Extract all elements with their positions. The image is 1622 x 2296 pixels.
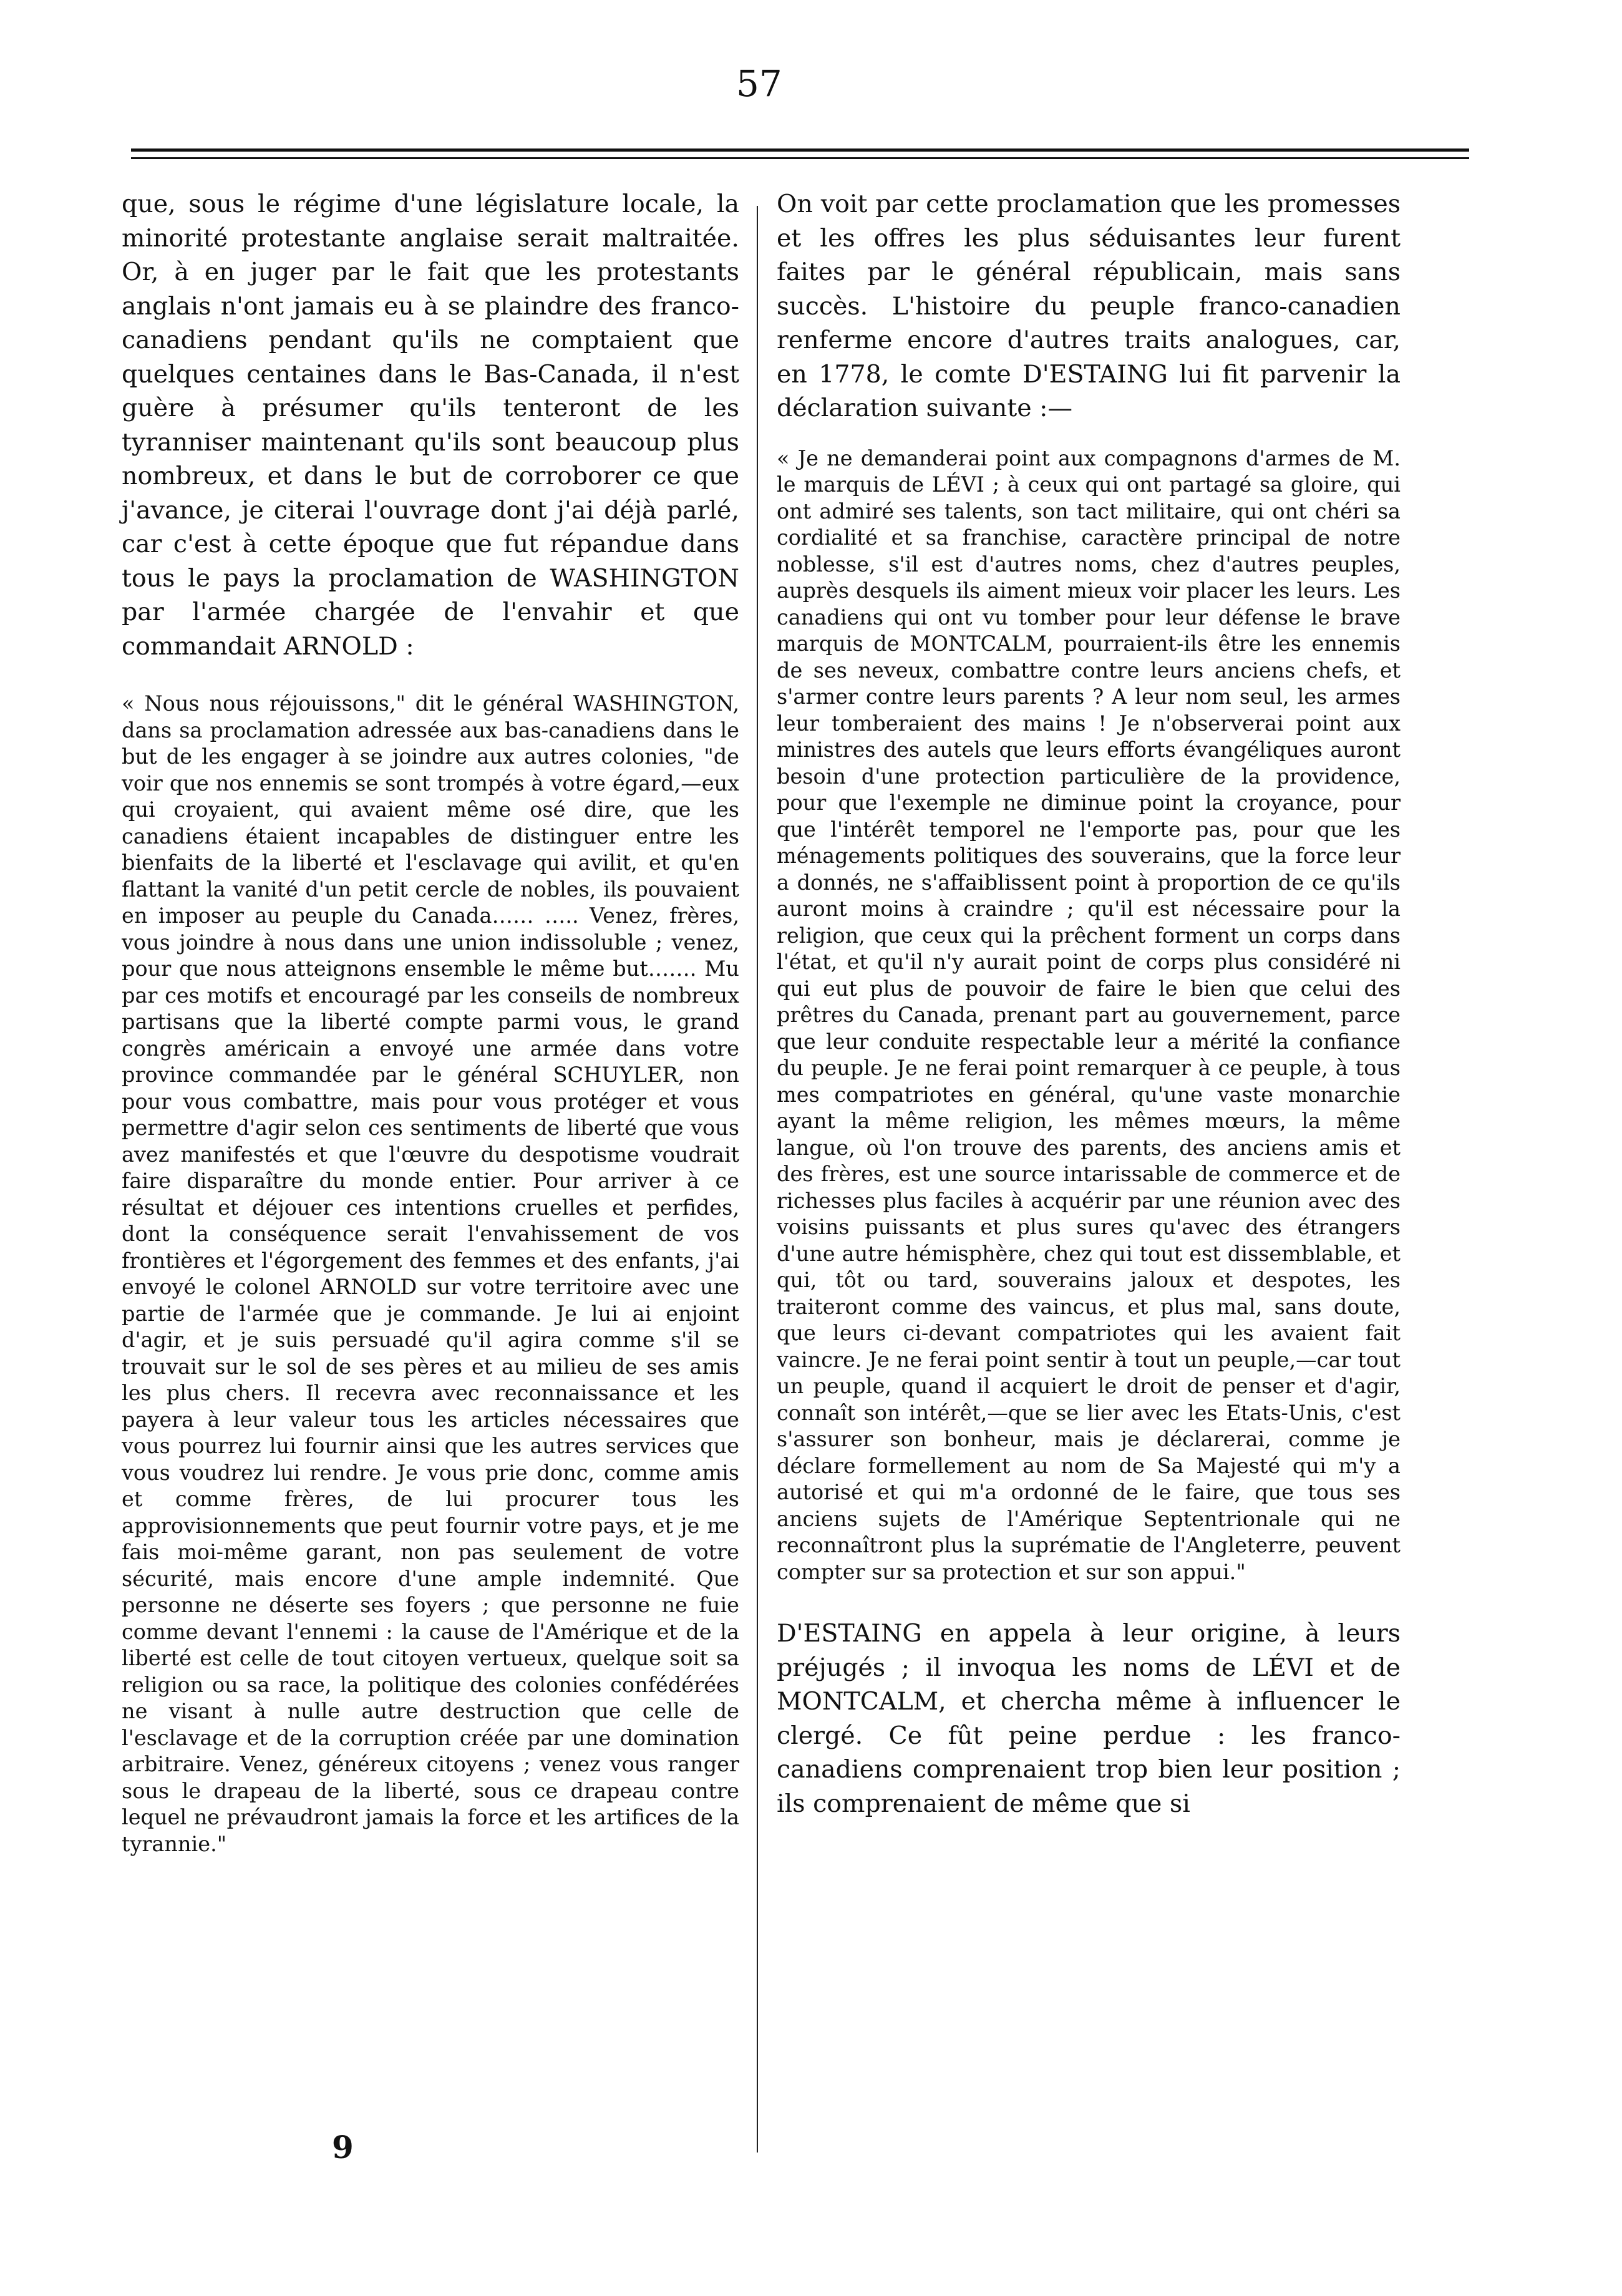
page-number: 57 bbox=[736, 62, 782, 105]
washington-proclamation-quote: « Nous nous réjouissons," dit le général WASHINGTON, dans sa proclamation adressée aux bas-canadiens dans le but de les engager à se joindre aux autres colonies, "de voir que nos ennemis se sont trompés à votre égard,—eux qui croyaient, qui avaient même osé dire, que les canadiens étaient incapables de distinguer entre les bienfaits de la liberté et l'esclavage qui avilit, et qu'en flattant la vanité d'un petit cercle de nobles, ils pouvaient en imposer au peuple du Canada…… ….. Venez, frères, vous joindre à nous dans une union indissoluble ; venez, pour que nous atteignons ensemble le même but……. Mu par ces motifs et encouragé par les conseils de nombreux partisans que la liberté compte parmi vous, le grand congrès américain a envoyé une armée dans votre province commandée par le général SCHUYLER, non pour vous combattre, mais pour vous protéger et vous permettre d'agir selon ces sentiments de liberté que vous avez manifestés et que l'œuvre du despotisme voudrait faire disparaître du monde entier. Pour arriver à ce résultat et déjouer ces intentions cruelles et perfides, dont la conséquence serait l'envahissement de vos frontières et l'égorgement des femmes et des enfants, j'ai envoyé le colonel ARNOLD sur votre territoire avec une partie de l'armée que je commande. Je lui ai enjoint d'agir, et je suis persuadé qu'il agira comme s'il se trouvait sur le sol de ses pères et au milieu de ses amis les plus chers. Il recevra avec reconnaissance et les payera à leur valeur tous les articles nécessaires que vous pourrez lui fournir ainsi que les autres services que vous voudrez lui rendre. Je vous prie donc, comme amis et comme frères, de lui procurer tous les approvisionnements que peut fournir votre pays, et je me fais moi-même garant, non pas seulement de votre sécurité, mais encore d'une ample indemnité. Que personne ne déserte ses foyers ; que personne ne fuie comme devant l'ennemi : la cause de l'Amérique et de la liberté est celle de tout citoyen vertueux, quelque soit sa religion ou sa race, la politique des colonies confédérées ne visant à nulle autre destruction que celle de l'esclavage et de la corruption créée par une domination arbitraire. Venez, généreux citoyens ; venez vous ranger sous le drapeau de la liberté, sous ce drapeau contre lequel ne prévaudront jamais la force et les artifices de la tyrannie." bbox=[122, 691, 739, 1856]
header-rule-thin bbox=[131, 157, 1469, 159]
header-rule-thick bbox=[131, 148, 1469, 152]
right-paragraph-2: D'ESTAING en appela à leur origine, à leurs préjugés ; il invoqua les noms de LÉVI et de MONTCALM, et chercha même à influencer le clergé. Ce fût peine perdue : les franco-canadiens comprenaient trop bien leur position ; ils comprenaient de même que si bbox=[777, 1619, 1401, 1818]
right-paragraph-1: On voit par cette proclamation que les promesses et les offres les plus séduisantes leur furent faites par le général républicain, mais sans succès. L'histoire du peuple franco-canadien renferme encore d'autres traits analogues, car, en 1778, le comte D'ESTAING lui fit parvenir la déclaration suivante :— bbox=[777, 190, 1401, 422]
right-column bbox=[777, 187, 1401, 1821]
spacer bbox=[122, 663, 739, 691]
column-divider bbox=[757, 206, 758, 2152]
signature-mark: 9 bbox=[332, 2129, 354, 2166]
left-column bbox=[122, 187, 739, 1857]
estaing-declaration-quote: « Je ne demanderai point aux compagnons d'armes de M. le marquis de LÉVI ; à ceux qui ont partagé sa gloire, qui ont admiré ses talents, son tact militaire, qui ont chéri sa cordialité et sa franchise, caractère principal de notre noblesse, s'il est d'autres noms, chez d'autres peuples, auprès desquels ils aiment mieux voir placer les leurs. Les canadiens qui ont vu tomber pour leur défense le brave marquis de MONTCALM, pourraient-ils être les ennemis de ses neveux, combattre contre leurs anciens chefs, et s'armer contre leurs parents ? A leur nom seul, les armes leur tomberaient des mains ! Je n'observerai point aux ministres des autels que leurs efforts évangéliques auront besoin d'une protection particulière de la providence, pour que l'exemple ne diminue point la croyance, pour que l'intérêt temporel ne l'emporte pas, pour que les ménagements politiques des souverains, que la force leur a donnés, ne s'affaiblissent point à proportion de ce qu'ils auront moins à craindre ; qu'il est nécessaire pour la religion, que ceux qui la prêchent forment un corps dans l'état, et qu'il n'y aurait point de corps plus considéré ni qui eut plus de pouvoir de faire le bien que celui des prêtres du Canada, prenant part au gouvernement, parce que leur conduite respectable leur a mérité la confiance du peuple. Je ne ferai point remarquer à ce peuple, à tous mes compatriotes en général, qu'une vaste monarchie ayant la même religion, les mêmes mœurs, la même langue, où l'on trouve des parents, des anciens amis et des frères, est une source intarissable de commerce et de richesses plus faciles à acquérir par une réunion avec des voisins puissants et plus sures qu'avec des étrangers d'une autre hémisphère, chez qui tout est dissemblable, et qui, tôt ou tard, souverains jaloux et despotes, les traiteront comme des vaincus, et plus mal, sans doute, que leurs ci-devant compatriotes qui les avaient fait vaincre. Je ne ferai point sentir à tout un peuple,—car tout un peuple, quand il acquiert le droit de penser et d'agir, connaît son intérêt,—que se lier avec les Etats-Unis, c'est s'assurer son bonheur, mais je déclarerai, comme je déclare formellement au nom de Sa Majesté qui m'y a autorisé et qui m'a ordonné de le faire, que tous ses anciens sujets de l'Amérique Septentrionale qui ne reconnaîtront plus la suprématie de l'Angleterre, peuvent compter sur sa protection et sur son appui." bbox=[777, 445, 1401, 1584]
spacer bbox=[777, 426, 1401, 445]
spacer bbox=[777, 1585, 1401, 1617]
left-paragraph-1: que, sous le régime d'une législature locale, la minorité protestante anglaise serait maltraitée. Or, à en juger par le fait que les protestants anglais n'ont jamais eu à se plaindre des franco-canadiens pendant qu'ils ne comptaient que quelques centaines dans le Bas-Canada, il n'est guère à présumer qu'ils tenteront de les tyranniser maintenant qu'ils sont beaucoup plus nombreux, et dans le but de corroborer ce que j'avance, je citerai l'ouvrage dont j'ai déjà parlé, car c'est à cette époque que fut répandue dans tous le pays la proclamation de WASHINGTON par l'armée chargée de l'envahir et que commandait ARNOLD : bbox=[122, 190, 739, 661]
